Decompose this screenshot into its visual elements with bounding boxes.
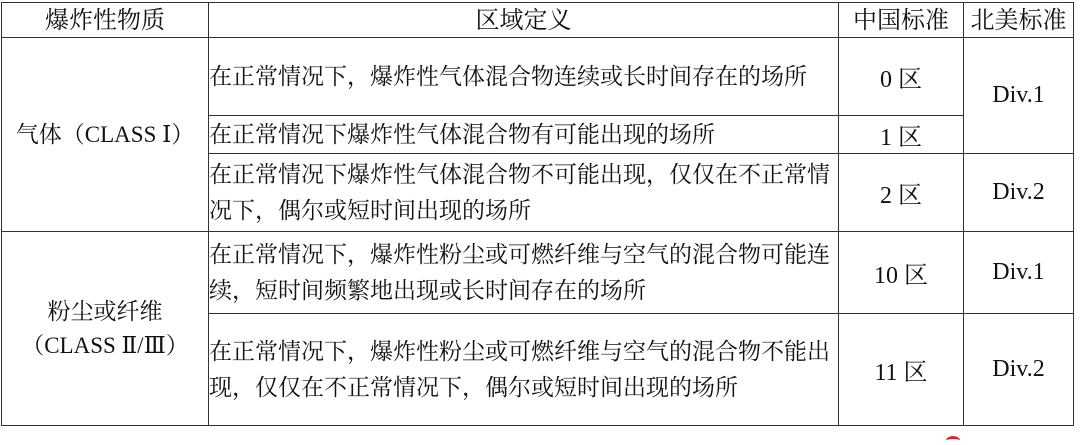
definition-cell: 在正常情况下，爆炸性粉尘或可燃纤维与空气的混合物可能连续，短时间频繁地出现或长时间存在的场所 <box>209 232 839 314</box>
header-row <box>2 3 1074 38</box>
hazardous-area-classification-table <box>1 2 1074 426</box>
header-cn-standard: 中国标准 <box>839 3 964 38</box>
cn-zone-cell <box>839 38 964 116</box>
zone-number: 0 <box>880 67 892 93</box>
zone-unit: 区 <box>903 358 928 386</box>
zone-number: 10 <box>874 263 898 289</box>
zone-number: 2 <box>880 183 892 209</box>
na-division-cell: Div.2 <box>964 154 1074 232</box>
material-name: 气体 <box>15 121 62 148</box>
cn-zone-cell <box>839 154 964 232</box>
definition-cell: 在正常情况下爆炸性气体混合物不可能出现，仅仅在不正常情况下，偶尔或短时间出现的场所 <box>209 154 839 232</box>
material-cell-dust <box>2 232 209 426</box>
cn-zone-cell <box>839 232 964 314</box>
table-row <box>2 38 1074 116</box>
table-row <box>2 232 1074 314</box>
material-class: （CLASS Ⅱ/Ⅲ） <box>21 332 189 358</box>
material-cell-gas <box>2 38 209 232</box>
zone-unit: 区 <box>898 123 922 151</box>
na-division-cell: Div.1 <box>964 38 1074 154</box>
zone-unit: 区 <box>898 181 922 209</box>
material-class: （CLASS Ⅰ） <box>61 121 195 147</box>
header-na-standard: 北美标准 <box>964 3 1074 38</box>
cn-zone-cell <box>839 116 964 154</box>
cn-zone-cell <box>839 314 964 426</box>
material-name: 粉尘或纤维 <box>47 298 163 325</box>
definition-cell: 在正常情况下，爆炸性气体混合物连续或长时间存在的场所 <box>209 38 839 116</box>
na-division-cell: Div.2 <box>964 314 1074 426</box>
na-division-cell: Div.1 <box>964 232 1074 314</box>
header-material: 爆炸性物质 <box>2 3 209 38</box>
header-definition: 区域定义 <box>209 3 839 38</box>
zone-unit: 区 <box>898 65 922 93</box>
zone-unit: 区 <box>904 261 928 289</box>
definition-cell: 在正常情况下，爆炸性粉尘或可燃纤维与空气的混合物不能出现，仅仅在不正常情况下，偶尔或短时间出现的场所 <box>209 314 839 426</box>
definition-cell: 在正常情况下爆炸性气体混合物有可能出现的场所 <box>209 116 839 154</box>
zone-number: 1 <box>880 125 892 151</box>
zone-number: 11 <box>874 360 898 386</box>
material-label-line <box>2 118 208 152</box>
